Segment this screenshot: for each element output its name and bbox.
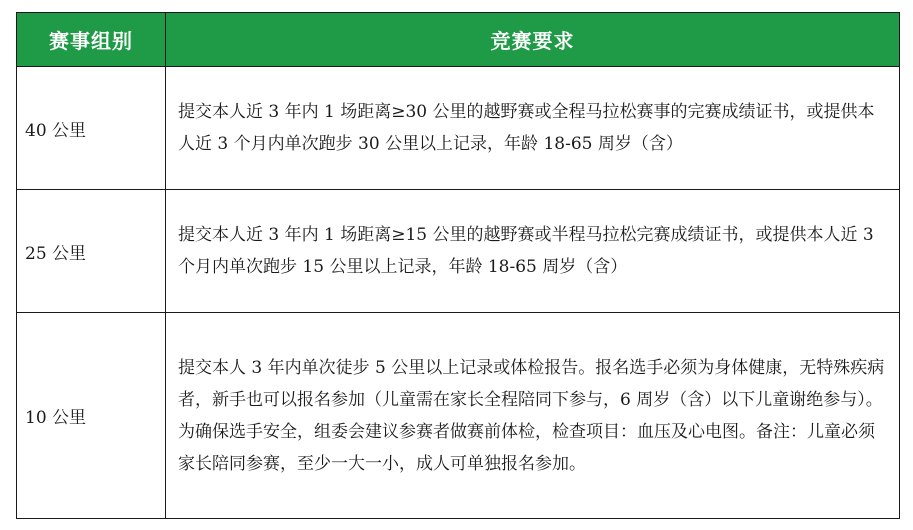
row-group-40km: 40 公里	[17, 67, 166, 190]
row-requirement-40km: 提交本人近 3 年内 1 场距离≥30 公里的越野赛或全程马拉松赛事的完赛成绩证书，或提供本人近 3 个月内单次跑步 30 公里以上记录，年龄 18-65 周岁（含）	[166, 67, 900, 190]
table-header-row	[17, 13, 900, 67]
table-row	[17, 67, 900, 190]
row-group-10km: 10 公里	[17, 313, 166, 519]
competition-requirements-table	[16, 12, 900, 519]
header-group: 赛事组别	[17, 13, 166, 67]
table-row	[17, 190, 900, 313]
header-requirement: 竞赛要求	[166, 13, 900, 67]
row-requirement-10km: 提交本人 3 年内单次徒步 5 公里以上记录或体检报告。报名选手必须为身体健康，无特殊疾病者，新手也可以报名参加（儿童需在家长全程陪同下参与，6 周岁（含）以下儿童谢绝参与）。为确保选手安全，组委会建议参赛者做赛前体检，检查项目：血压及心电图。备注：儿童必须家长陪同参赛，至少一大一小，成人可单独报名参加。	[166, 313, 900, 519]
row-requirement-25km: 提交本人近 3 年内 1 场距离≥15 公里的越野赛或半程马拉松完赛成绩证书，或提供本人近 3 个月内单次跑步 15 公里以上记录，年龄 18-65 周岁（含）	[166, 190, 900, 313]
row-group-25km: 25 公里	[17, 190, 166, 313]
table-row	[17, 313, 900, 519]
